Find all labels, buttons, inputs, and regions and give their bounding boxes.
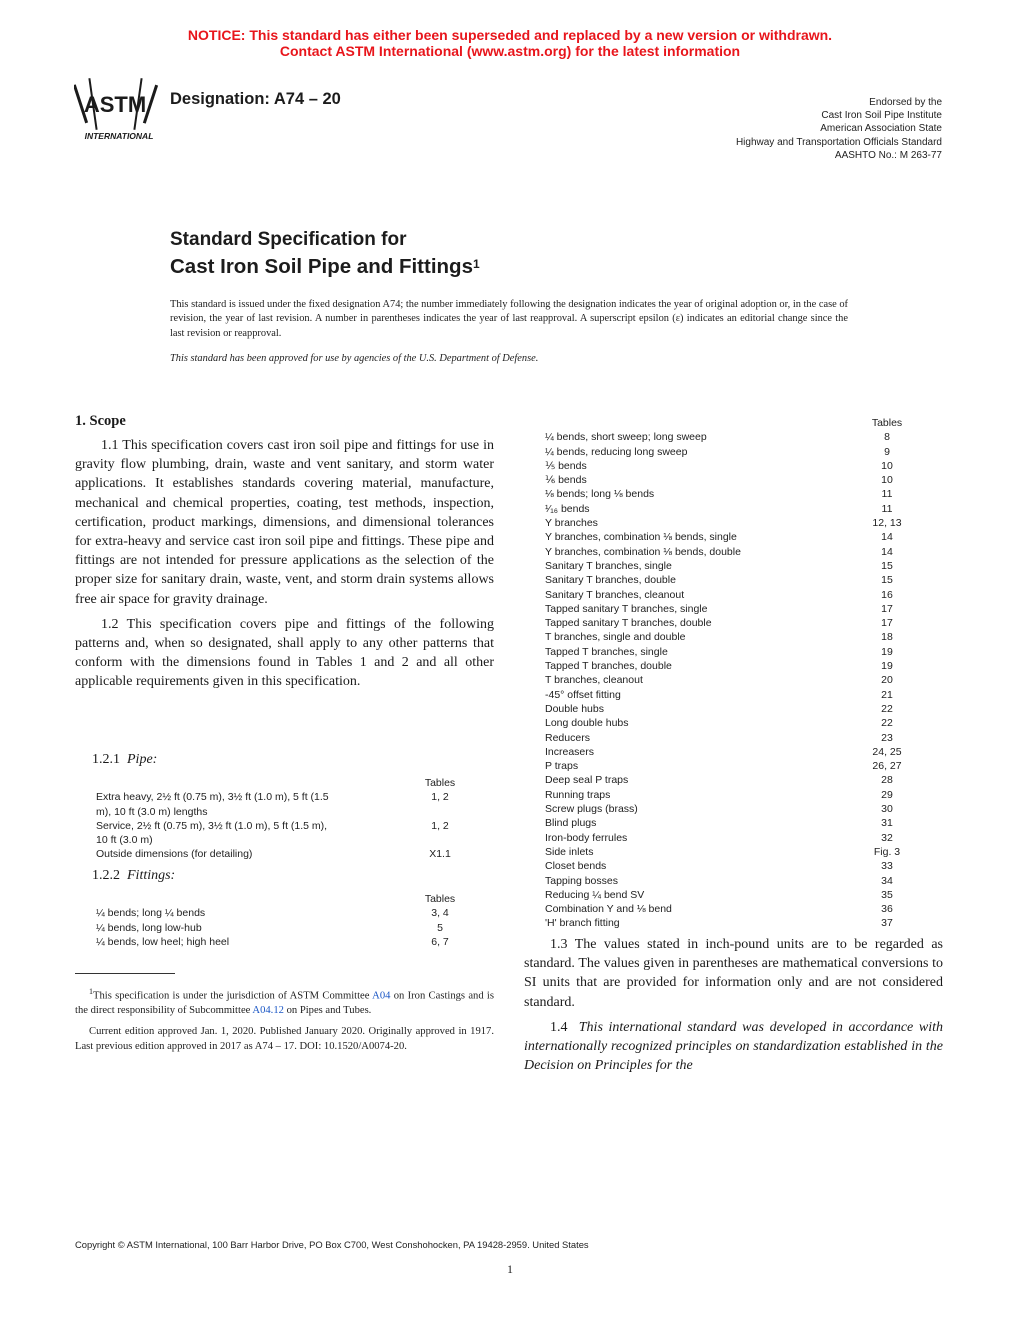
fitting-row-value: 5 [437, 921, 443, 934]
document-title [170, 226, 480, 280]
table-row [545, 588, 915, 602]
fitting-row-value: 10 [881, 474, 893, 487]
table-row [545, 859, 915, 873]
table-row [545, 659, 915, 673]
table-row [545, 831, 915, 845]
table-row [545, 459, 915, 473]
fitting-row-value: 30 [881, 803, 893, 816]
title-footnote-ref[interactable]: 1 [472, 257, 480, 271]
table-row [545, 516, 915, 530]
fitting-row-value: 28 [881, 774, 893, 787]
fitting-row-label: Increasers [545, 745, 595, 758]
fitting-row-value: 9 [884, 445, 890, 458]
table-row [545, 888, 915, 902]
table-row [545, 773, 915, 787]
fitting-row-label: Iron-body ferrules [545, 831, 628, 844]
fitting-row-label: Y branches [545, 517, 598, 530]
fitting-row-value: 33 [881, 860, 893, 873]
table-row [545, 845, 915, 859]
fitting-row-value: 10 [881, 459, 893, 472]
title-line-2: Cast Iron Soil Pipe and Fittings [170, 255, 473, 278]
table-row [545, 788, 915, 802]
footnote-1-text-c: on Pipes and Tubes. [283, 1005, 372, 1017]
table-row [545, 673, 915, 687]
pipe-row-label: Outside dimensions (for detailing) [96, 848, 253, 861]
fitting-row-label: Long double hubs [545, 717, 629, 730]
fittings-right-rows [545, 430, 915, 930]
footnote-1 [75, 985, 494, 1019]
fitting-row-label: Side inlets [545, 845, 594, 858]
dod-approval: This standard has been approved for use by agencies of the U.S. Department of Defense. [170, 353, 539, 365]
notice-line-1: NOTICE: This standard has either been superseded and replaced by a new version or withdrawn. [187, 27, 833, 43]
section-heading-scope: 1. Scope [75, 413, 126, 429]
table-row [545, 688, 915, 702]
fitting-row-label: ¼ bends, long low-hub [96, 921, 202, 934]
fitting-row-value: 15 [881, 559, 893, 572]
table-row [545, 559, 915, 573]
copyright: Copyright © ASTM International, 100 Barr Harbor Drive, PO Box C700, West Conshohocken, PA 19428-2959. United States [75, 1239, 589, 1250]
footnote-1-marker: 1 [89, 987, 93, 996]
table-row [545, 702, 915, 716]
para-1-3: 1.3 The values stated in inch-pound units are to be regarded as standard. The values given in parentheses are mathematical conversions to SI units that are provided for information only and are not considered standard. [524, 937, 943, 1010]
page-number: 1 [507, 1262, 513, 1276]
fitting-row-label: Screw plugs (brass) [545, 803, 638, 816]
pipe-number: 1.2.1 [92, 752, 120, 767]
pipe-row-value: 1, 2 [431, 791, 449, 804]
right-column-text [524, 935, 943, 1075]
table-row [545, 874, 915, 888]
fitting-row-label: -45° offset fitting [545, 688, 621, 701]
table-row [545, 902, 915, 916]
fitting-row-value: 22 [881, 717, 893, 730]
fittings-table-right [545, 416, 915, 931]
fittings-table-left [96, 892, 468, 949]
table-row [545, 445, 915, 459]
fitting-row-label: Sanitary T branches, single [545, 559, 672, 572]
fitting-row-value: 12, 13 [872, 517, 902, 530]
fittings-table-header: Tables [424, 893, 456, 905]
table-row [545, 745, 915, 759]
fitting-row-value: 18 [881, 631, 893, 644]
table-row [545, 616, 915, 630]
fitting-row-value: Fig. 3 [873, 845, 901, 858]
fittings-right-table-header: Tables [871, 417, 903, 429]
fitting-row-label: T branches, cleanout [545, 674, 643, 687]
fitting-row-value: 32 [881, 831, 893, 844]
table-row [545, 630, 915, 644]
fittings-number: 1.2.2 [92, 868, 120, 883]
fitting-row-label: ¼ bends, short sweep; long sweep [545, 431, 707, 444]
fitting-row-value: 11 [881, 488, 893, 501]
table-row [96, 847, 468, 861]
fitting-row-label: Blind plugs [545, 817, 597, 830]
para-1-4-number: 1.4 [550, 1019, 568, 1035]
fitting-row-value: 22 [881, 702, 893, 715]
footnote-divider [75, 973, 175, 974]
endorsement-block [582, 96, 942, 162]
subsection-pipe [92, 750, 157, 769]
committee-a04-link[interactable]: A04 [372, 990, 391, 1002]
endorsed-line: Endorsed by the [869, 97, 942, 108]
fittings-label: Fittings: [127, 868, 176, 883]
table-row [96, 921, 468, 935]
footnote-1-text-a: This specification is under the jurisdiction of ASTM Committee [93, 990, 373, 1002]
fitting-row-label: Sanitary T branches, cleanout [545, 588, 685, 601]
endorsed-line: Highway and Transportation Officials Standard [735, 136, 942, 148]
pipe-row-value: 1, 2 [431, 819, 449, 832]
table-row [545, 530, 915, 544]
astm-logo-mark [74, 74, 164, 144]
fitting-row-value: 6, 7 [431, 935, 449, 948]
fitting-row-label: Y branches, combination ⅛ bends, double [545, 545, 741, 558]
table-row [96, 935, 468, 949]
fitting-row-value: 16 [881, 588, 893, 601]
table-row [96, 819, 468, 848]
fitting-row-value: 21 [881, 688, 893, 701]
left-column-text [75, 436, 494, 692]
fitting-row-label: Reducing ¼ bend SV [545, 888, 645, 901]
fitting-row-value: 34 [881, 874, 893, 887]
fitting-row-label: Tapped T branches, double [545, 660, 672, 673]
logo-subtext: INTERNATIONAL [84, 131, 154, 141]
fitting-row-label: Tapped T branches, single [545, 645, 668, 658]
fitting-row-value: 19 [881, 660, 893, 673]
table-row [545, 759, 915, 773]
fitting-row-label: ¼ bends, low heel; high heel [96, 935, 230, 948]
fitting-row-label: Tapped sanitary T branches, double [545, 617, 712, 630]
notice-line-2: Contact ASTM International (www.astm.org) for the latest information [279, 43, 741, 59]
table-row [545, 602, 915, 616]
table-row [545, 545, 915, 559]
fitting-row-label: Y branches, combination ⅛ bends, single [545, 531, 737, 544]
fitting-row-label: Closet bends [545, 860, 607, 873]
fitting-row-label: T branches, single and double [545, 631, 686, 644]
title-line-1: Standard Specification for [170, 229, 407, 250]
pipe-table-header: Tables [424, 777, 456, 789]
intro-block [170, 298, 848, 367]
fitting-row-label: ⅙ bends [545, 474, 587, 487]
table-row [545, 502, 915, 516]
footnote-2: Current edition approved Jan. 1, 2020. Published January 2020. Originally approved in 1917. Last previous edition approved in 2017 as A74 – 17. DOI: 10.1520/A0074-20. [75, 1026, 494, 1052]
astm-logo [74, 74, 164, 144]
fitting-row-label: P traps [545, 760, 579, 773]
fitting-row-label: Deep seal P traps [545, 774, 629, 787]
pipe-table [96, 776, 468, 862]
designation: Designation: A74 – 20 [170, 90, 341, 108]
fitting-row-value: 14 [881, 531, 893, 544]
para-1-1: 1.1 This specification covers cast iron soil pipe and fittings for use in gravity flow plumbing, drain, waste and vent sanitary, and storm water applications. It establishes standards covering material, manufacture, mechanical and chemical properties, coating, test methods, inspection, certification, product markings, dimensions, and dimensional tolerances for extra-heavy and service cast iron soil pipe and fittings. These pipe and fittings are not intended for pressure applications as the selection of the proper size for sanitary drain, waste, vent, and storm drain systems allows free air space for gravity drainage. [75, 438, 494, 607]
para-1-4 [524, 1018, 943, 1076]
subcommittee-a04-12-link[interactable]: A04.12 [252, 1005, 284, 1017]
endorsed-line: Cast Iron Soil Pipe Institute [821, 110, 942, 122]
fitting-row-value: 15 [881, 574, 893, 587]
pipe-row-label: Extra heavy, 2½ ft (0.75 m), 3½ ft (1.0 m), 5 ft (1.5 m), 10 ft (3.0 m) lengths [96, 791, 329, 818]
fitting-row-value: 8 [884, 431, 890, 444]
fitting-row-value: 29 [881, 788, 893, 801]
table-row [545, 487, 915, 501]
table-row [545, 731, 915, 745]
fitting-row-label: 'H' branch fitting [545, 917, 620, 930]
fitting-row-label: Sanitary T branches, double [545, 574, 676, 587]
fitting-row-label: Running traps [545, 788, 611, 801]
fitting-row-label: ¹⁄₁₆ bends [545, 502, 590, 515]
fitting-row-value: 37 [881, 917, 893, 930]
fitting-row-value: 3, 4 [431, 907, 449, 920]
fitting-row-label: Double hubs [545, 702, 604, 715]
fitting-row-value: 14 [881, 545, 893, 558]
fitting-row-value: 20 [881, 674, 893, 687]
fitting-row-value: 31 [881, 817, 893, 830]
fitting-row-value: 19 [881, 645, 893, 658]
para-1-2: 1.2 This specification covers pipe and fittings of the following patterns and, when so designated, shall apply to any other patterns that conform with the dimensions found in Tables 1 and 2 and all other applicable requirements given in this specification. [75, 616, 494, 690]
table-row [545, 430, 915, 444]
fitting-row-value: 26, 27 [872, 760, 902, 773]
fitting-row-label: Tapping bosses [545, 874, 618, 887]
table-row [545, 716, 915, 730]
pipe-row-label: Service, 2½ ft (0.75 m), 3½ ft (1.0 m), 5 ft (1.5 m), 10 ft (3.0 m) [96, 819, 328, 847]
fitting-row-value: 11 [881, 502, 893, 515]
table-row [545, 816, 915, 830]
para-1-4-text: This international standard was developed in accordance with internationally recognized principles on standardization established in the Decision on Principles for the [524, 1019, 944, 1074]
table-row [96, 790, 468, 819]
fitting-row-label: ⅕ bends [545, 459, 587, 472]
fitting-row-label: Combination Y and ⅛ bend [545, 903, 672, 916]
table-row [96, 906, 468, 920]
fitting-row-value: 17 [881, 617, 893, 630]
fitting-row-value: 24, 25 [872, 745, 902, 758]
pipe-row-value: X1.1 [429, 848, 451, 861]
fitting-row-label: Tapped sanitary T branches, single [545, 602, 708, 615]
footnote-1-text-b: on Iron Castings and is the direct responsibility of Subcommittee [75, 990, 494, 1017]
fitting-row-label: ⅛ bends; long ⅛ bends [545, 488, 655, 501]
subsection-fittings [92, 866, 175, 885]
intro-text: This standard is issued under the fixed designation A74; the number immediately following the designation indicates the year of original adoption or, in the case of revision, the year of last revision. A number in parentheses indicates the year of last reapproval. A superscript epsilon (ε) indicates an editorial change since the last revision or reapproval. [170, 299, 848, 339]
endorsed-line: AASHTO No.: M 263-77 [834, 149, 942, 161]
fitting-row-label: ¼ bends; long ¼ bends [96, 907, 206, 920]
table-row [545, 645, 915, 659]
pipe-label: Pipe: [127, 752, 158, 767]
table-row [545, 573, 915, 587]
fitting-row-value: 17 [881, 602, 893, 615]
table-row [545, 802, 915, 816]
logo-text: ASTM [83, 92, 147, 117]
fitting-row-value: 36 [881, 903, 893, 916]
fitting-row-label: ¼ bends, reducing long sweep [545, 445, 688, 458]
endorsed-line: American Association State [820, 123, 942, 135]
footnotes [75, 985, 494, 1055]
fitting-row-label: Reducers [545, 731, 590, 744]
table-row [545, 473, 915, 487]
table-row [545, 916, 915, 930]
fitting-row-value: 35 [881, 888, 893, 901]
fitting-row-value: 23 [881, 731, 893, 744]
